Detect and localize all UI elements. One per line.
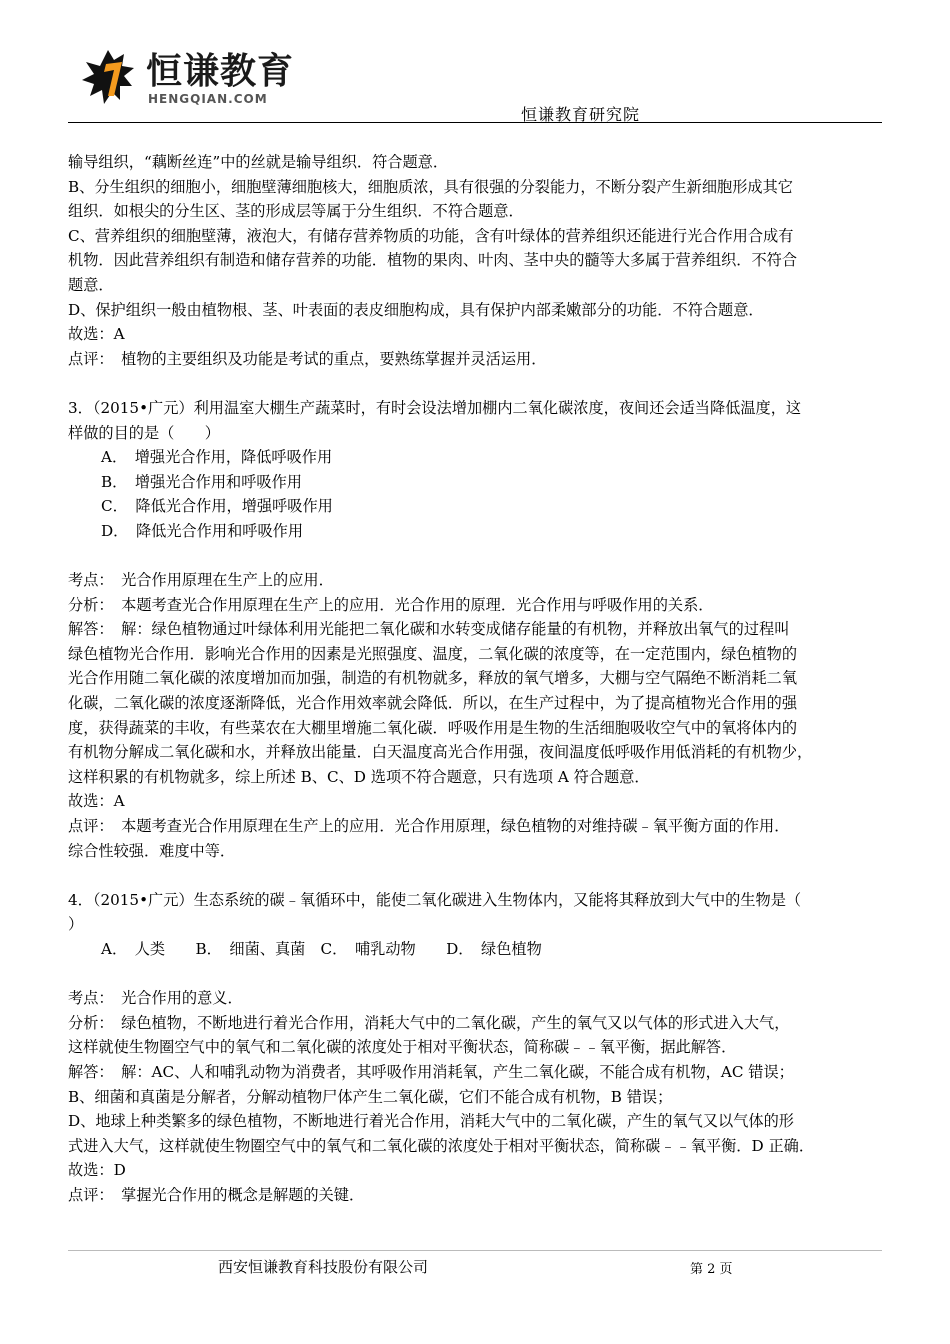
answer-line: 故选：A <box>68 325 125 344</box>
comment-line: 综合性较强．难度中等． <box>68 841 236 860</box>
question-4-stem: ） <box>68 915 84 934</box>
question-4-options: A． 人类 B． 细菌、真菌 C． 哺乳动物 D． 绿色植物 <box>101 940 542 958</box>
solution-line: 化碳，二氧化碳的浓度逐渐降低，光合作用效率就会降低．所以，在生产过程中，为了提高植物光合作用的强 <box>68 694 797 713</box>
solution-line: D、地球上种类繁多的绿色植物，不断地进行着光合作用，消耗大气中的二氧化碳，产生的氧气又以气体的形 <box>68 1112 794 1131</box>
question-3-stem: 样做的目的是（ ） <box>68 423 220 442</box>
question-3-option-a: A． 增强光合作用，降低呼吸作用 <box>101 448 333 467</box>
solution-line: 解答： 解：绿色植物通过叶绿体利用光能把二氧化碳和水转变成储存能量的有机物，并释放出氧气的过程叫 <box>68 620 790 639</box>
answer-line: 故选：A <box>68 792 125 811</box>
solution-line: 解答： 解：AC、人和哺乳动物为消费者，其呼吸作用消耗氧，产生二氧化碳，不能合成有机物，AC 错误； <box>68 1062 794 1081</box>
solution-line: 度，获得蔬菜的丰收，有些菜农在大棚里增施二氧化碳．呼吸作用是生物的生活细胞吸收空气中的氧将体内的 <box>68 718 797 737</box>
text-line: 输导组织，“藕断丝连”中的丝就是输导组织．符合题意． <box>68 153 449 171</box>
text-line: 题意． <box>68 275 114 294</box>
answer-line: 故选：D <box>68 1161 126 1180</box>
comment-line: 点评： 掌握光合作用的概念是解题的关键． <box>68 1185 365 1204</box>
comment-line: 点评： 植物的主要组织及功能是考试的重点，要熟练掌握并灵活运用． <box>68 349 547 368</box>
institute-name: 恒谦教育研究院 <box>520 105 640 124</box>
solution-line: 光合作用随二氧化碳的浓度增加而加强，制造的有机物就多，释放的氧气增多，大棚与空气隔绝不断消耗二氧 <box>68 669 797 688</box>
question-3-option-c: C． 降低光合作用，增强呼吸作用 <box>101 497 333 516</box>
comment-line: 点评： 本题考查光合作用原理在生产上的应用．光合作用原理，绿色植物的对维持碳﹣氧平衡方面的作用． <box>68 817 790 836</box>
text-line: D、保护组织一般由植物根、茎、叶表面的表皮细胞构成，具有保护内部柔嫩部分的功能．不符合题意． <box>68 300 764 319</box>
header-divider <box>68 122 882 123</box>
text-line: 机物．因此营养组织有制造和储存营养的功能．植物的果肉、叶肉、茎中央的髓等大多属于营养组织．不符合 <box>68 251 797 270</box>
footer-company: 西安恒谦教育科技股份有限公司 <box>218 1258 429 1276</box>
analysis: 分析： 本题考查光合作用原理在生产上的应用．光合作用的原理．光合作用与呼吸作用的关系． <box>68 595 714 614</box>
knowledge-point: 考点： 光合作用原理在生产上的应用． <box>68 571 334 590</box>
text-line: 组织．如根尖的分生区、茎的形成层等属于分生组织．不符合题意． <box>68 202 524 221</box>
logo-icon <box>78 46 140 112</box>
question-4-stem: 4．（2015•广元）生态系统的碳﹣氧循环中，能使二氧化碳进入生物体内，又能将其释放到大气中的生物是（ <box>68 890 802 909</box>
solution-line: 有机物分解成二氧化碳和水，并释放出能量．白天温度高光合作用强，夜间温度低呼吸作用低消耗的有机物少， <box>68 743 813 762</box>
solution-line: 这样积累的有机物就多，综上所述 B、C、D 选项不符合题意，只有选项 A 符合题意． <box>68 767 650 786</box>
footer-divider <box>68 1250 882 1251</box>
question-3-stem: 3．（2015•广元）利用温室大棚生产蔬菜时，有时会设法增加棚内二氧化碳浓度，夜间还会适当降低温度，这 <box>68 398 802 417</box>
knowledge-point: 考点： 光合作用的意义． <box>68 989 243 1008</box>
analysis: 分析： 绿色植物，不断地进行着光合作用，消耗大气中的二氧化碳，产生的氧气又以气体的形式进入大气， <box>68 1013 790 1032</box>
solution-line: 式进入大气，这样就使生物圈空气中的氧气和二氧化碳的浓度处于相对平衡状态，简称碳﹣﹣氧平衡．D 正确． <box>68 1136 815 1155</box>
question-3-option-b: B． 增强光合作用和呼吸作用 <box>101 472 302 491</box>
text-line: B、分生组织的细胞小，细胞壁薄细胞核大，细胞质浓，具有很强的分裂能力，不断分裂产生新细胞形成其它 <box>68 177 793 196</box>
logo-subtitle: HENGQIAN.COM <box>148 92 268 106</box>
page-header <box>68 38 882 124</box>
page-number: 第 2 页 <box>690 1262 733 1277</box>
solution-line: 绿色植物光合作用．影响光合作用的因素是光照强度、温度，二氧化碳的浓度等，在一定范围内，绿色植物的 <box>68 644 797 663</box>
logo-text: 恒谦教育 <box>146 51 295 92</box>
analysis: 这样就使生物圈空气中的氧气和二氧化碳的浓度处于相对平衡状态，简称碳﹣﹣氧平衡，据此解答． <box>68 1038 737 1057</box>
document-body <box>68 150 882 1208</box>
solution-line: B、细菌和真菌是分解者，分解动植物尸体产生二氧化碳，它们不能合成有机物，B 错误； <box>68 1087 673 1106</box>
question-3-option-d: D． 降低光合作用和呼吸作用 <box>101 521 304 540</box>
text-line: C、营养组织的细胞壁薄，液泡大，有储存营养物质的功能，含有叶绿体的营养组织还能进行光合作用合成有 <box>68 226 794 245</box>
